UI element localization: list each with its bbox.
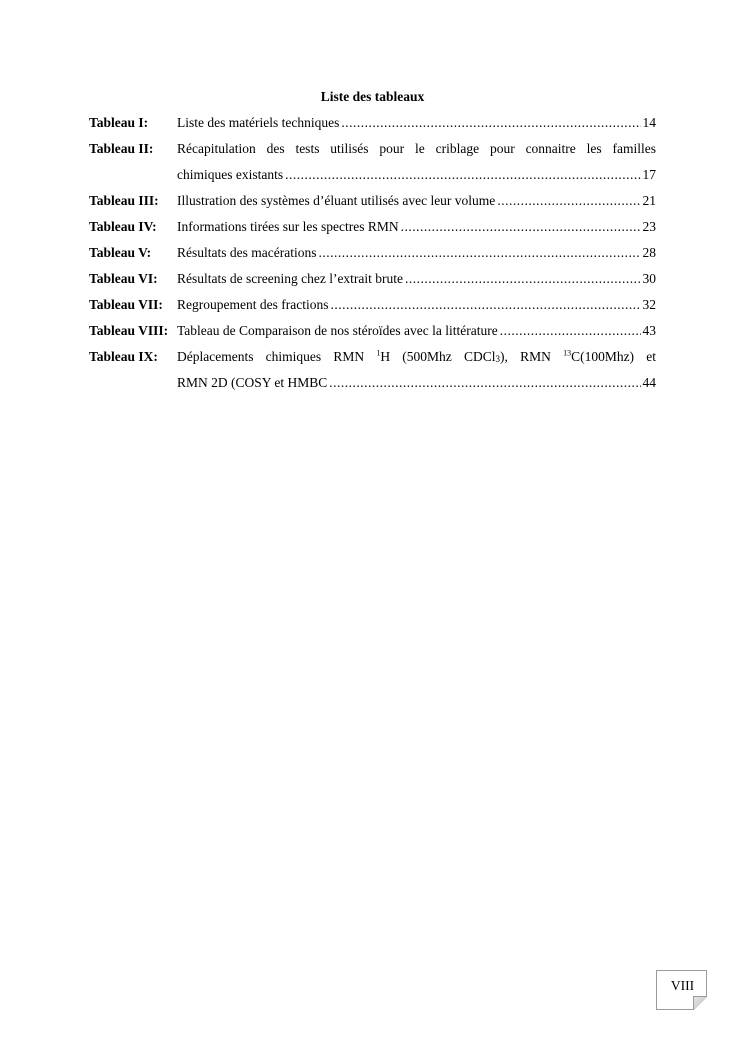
entry-page-number: 44 xyxy=(642,375,656,390)
entry-text: Illustration des systèmes d’éluant utilisés avec leur volume xyxy=(177,193,496,208)
entry-text: Liste des matériels techniques xyxy=(177,115,340,130)
entry-text: Regroupement des fractions xyxy=(177,297,329,312)
dot-leader xyxy=(401,218,641,236)
page-title: Liste des tableaux xyxy=(320,89,425,104)
dot-leader xyxy=(285,166,640,184)
entry-label: Tableau VI: xyxy=(89,271,158,286)
entry-text-line2: RMN 2D (COSY et HMBC xyxy=(177,375,328,390)
page-curl-icon xyxy=(693,996,707,1010)
entry-page-number: 30 xyxy=(642,271,656,286)
entry-label: Tableau II: xyxy=(89,141,154,156)
dot-leader xyxy=(405,270,640,288)
entry-page-number: 23 xyxy=(642,219,656,234)
toc-entry-tableau-7[interactable] xyxy=(89,296,656,322)
entry-text-line1: Récapitulation des tests utilisés pour le criblage pour connaitre les familles xyxy=(177,141,656,156)
entry-label: Tableau III: xyxy=(89,193,159,208)
dot-leader xyxy=(318,244,640,262)
toc-entry-tableau-2[interactable] xyxy=(89,140,656,192)
entry-page-number: 17 xyxy=(642,167,656,182)
entry-text: Résultats des macérations xyxy=(177,245,317,260)
toc-entry-tableau-1[interactable] xyxy=(89,114,656,140)
entry-label: Tableau VII: xyxy=(89,297,163,312)
entry-label: Tableau IV: xyxy=(89,219,157,234)
dot-leader xyxy=(500,322,641,340)
entry-label: Tableau IX: xyxy=(89,349,158,364)
entry-text: Tableau de Comparaison de nos stéroïdes avec la littérature xyxy=(177,323,498,338)
entry-page-number: 32 xyxy=(642,297,656,312)
entry-label: Tableau I: xyxy=(89,115,149,130)
toc-entry-tableau-8[interactable] xyxy=(89,322,656,348)
dot-leader xyxy=(329,374,640,392)
entry-text: Résultats de screening chez l’extrait brute xyxy=(177,271,404,286)
entry-page-number: 14 xyxy=(642,115,656,130)
table-list xyxy=(89,114,656,400)
entry-page-number: 21 xyxy=(642,193,656,208)
page-number: VIII xyxy=(670,978,695,993)
page-number-box xyxy=(656,970,707,1010)
dot-leader xyxy=(497,192,640,210)
dot-leader xyxy=(330,296,640,314)
toc-entry-tableau-9[interactable] xyxy=(89,348,656,400)
entry-text: Informations tirées sur les spectres RMN xyxy=(177,219,399,234)
toc-entry-tableau-6[interactable] xyxy=(89,270,656,296)
toc-entry-tableau-3[interactable] xyxy=(89,192,656,218)
entry-text-line1: Déplacements chimiques RMN $^1$H (500Mhz CDCl$_3$), RMN $^{13}$C(100Mhz) et xyxy=(177,348,657,364)
entry-page-number: 43 xyxy=(642,323,656,338)
dot-leader xyxy=(341,114,640,132)
entry-label: Tableau VIII: xyxy=(89,323,169,338)
entry-text-line2: chimiques existants xyxy=(177,167,284,182)
toc-entry-tableau-4[interactable] xyxy=(89,218,656,244)
entry-page-number: 28 xyxy=(642,245,656,260)
entry-label: Tableau V: xyxy=(89,245,152,260)
toc-entry-tableau-5[interactable] xyxy=(89,244,656,270)
